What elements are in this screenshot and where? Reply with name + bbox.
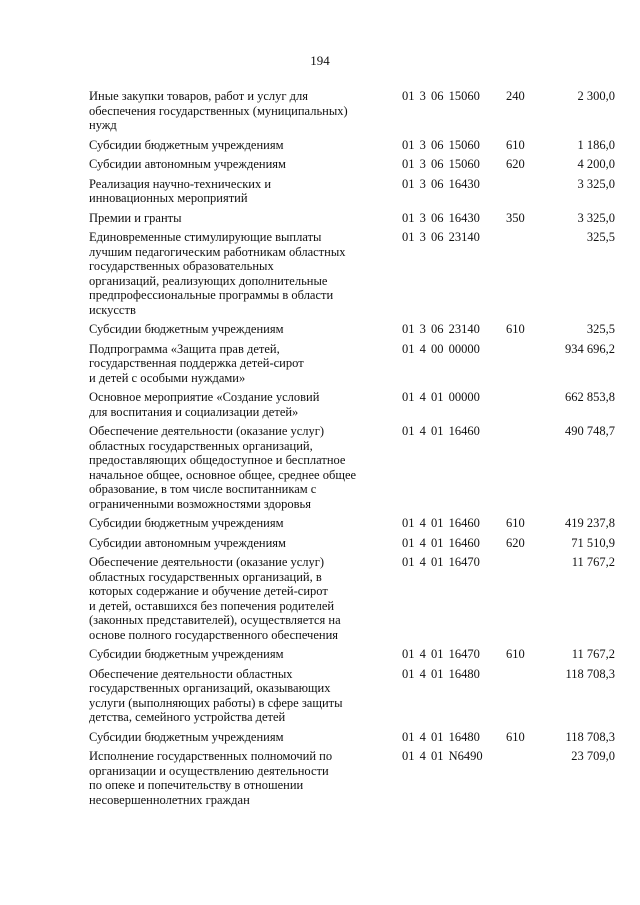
row-code: 01 3 06 15060: [402, 89, 480, 103]
budget-table: [89, 89, 615, 812]
row-name: Субсидии бюджетным учреждениям: [89, 137, 284, 152]
row-expense-type: 610: [506, 137, 525, 152]
row-amount: 662 853,8: [565, 390, 615, 404]
row-code: 01 4 01 16480: [402, 729, 480, 744]
table-row: [89, 211, 615, 226]
table-row: [89, 322, 615, 337]
table-row: [89, 749, 615, 807]
row-expense-type: 610: [506, 729, 525, 744]
table-row: [89, 516, 615, 531]
row-code: 01 4 00 00000: [402, 341, 480, 356]
table-row: [89, 177, 615, 206]
row-name: Обеспечение деятельности (оказание услуг) областных государственных организаций, предоставляющих общедоступное и бесплатное начальное общее, основное общее, среднее общее образование, в том числе воспитанникам с ограниченными возможностями здоровья: [89, 424, 357, 511]
row-code: 01 4 01 16470: [402, 647, 480, 661]
row-expense-type: 610: [506, 647, 525, 661]
row-amount: 419 237,8: [565, 516, 615, 530]
row-amount: 71 510,9: [571, 535, 615, 550]
row-amount: 3 325,0: [577, 210, 615, 225]
row-amount: 934 696,2: [565, 341, 615, 356]
row-code: 01 4 01 N6490: [402, 749, 483, 763]
table-row: [89, 555, 615, 642]
row-name: Основное мероприятие «Создание условий для воспитания и социализации детей»: [89, 390, 320, 419]
row-name: Исполнение государственных полномочий по организации и осуществлению деятельности по опеке и попечительству в отношении несовершеннолетних граждан: [89, 749, 333, 807]
row-amount: 11 767,2: [571, 647, 615, 661]
table-row: [89, 157, 615, 172]
row-expense-type: 610: [506, 516, 525, 530]
row-expense-type: 350: [506, 210, 525, 225]
row-expense-type: 620: [506, 157, 525, 171]
table-row: [89, 89, 615, 133]
row-name: Субсидии бюджетным учреждениям: [89, 729, 284, 744]
page-number: 194: [310, 53, 330, 68]
row-amount: 325,5: [586, 322, 615, 336]
table-row: [89, 342, 615, 386]
row-code: 01 4 01 16460: [402, 424, 480, 438]
table-row: [89, 138, 615, 153]
row-amount: 118 708,3: [565, 729, 615, 744]
table-row: [89, 230, 615, 317]
row-code: 01 3 06 23140: [402, 322, 480, 336]
row-name: Иные закупки товаров, работ и услуг для обеспечения государственных (муниципальных) нужд: [89, 89, 348, 132]
table-row: [89, 424, 615, 511]
row-code: 01 3 06 16430: [402, 176, 480, 191]
row-code: 01 4 01 16470: [402, 555, 480, 569]
row-amount: 490 748,7: [565, 424, 615, 438]
table-row: [89, 390, 615, 419]
row-name: Единовременные стимулирующие выплаты лучшим педагогическим работникам областных государственных образовательных организаций, реализующих дополнительные предпрофессиональные программы в области искусств: [89, 230, 346, 317]
row-amount: 4 200,0: [577, 157, 615, 171]
row-code: 01 3 06 15060: [402, 157, 480, 171]
row-name: Субсидии автономным учреждениям: [89, 535, 286, 550]
row-expense-type: 240: [506, 89, 525, 103]
row-name: Субсидии бюджетным учреждениям: [89, 322, 284, 336]
row-expense-type: 620: [506, 535, 525, 550]
row-amount: 325,5: [586, 230, 615, 244]
row-code: 01 3 06 15060: [402, 137, 480, 152]
row-amount: 1 186,0: [577, 137, 615, 152]
row-code: 01 3 06 16430: [402, 210, 480, 225]
table-row: [89, 536, 615, 551]
table-row: [89, 647, 615, 662]
row-code: 01 4 01 16460: [402, 516, 480, 530]
row-code: 01 4 01 00000: [402, 390, 480, 404]
row-name: Обеспечение деятельности (оказание услуг) областных государственных организаций, в которых содержание и обучение детей-сирот и детей, оставшихся без попечения родителей (законных представителей), осуществляется на основе полного государственного обеспечения: [89, 555, 341, 642]
row-name: Реализация научно-технических и инновационных мероприятий: [89, 176, 272, 205]
row-code: 01 4 01 16460: [402, 535, 480, 550]
row-name: Обеспечение деятельности областных государственных организаций, оказывающих услуги (выполняющих работы) в сфере защиты детства, семейного устройства детей: [89, 666, 343, 724]
row-amount: 3 325,0: [577, 176, 615, 191]
row-amount: 2 300,0: [577, 89, 615, 103]
row-amount: 118 708,3: [565, 666, 615, 681]
row-name: Субсидии автономным учреждениям: [89, 157, 286, 171]
row-name: Подпрограмма «Защита прав детей, государственная поддержка детей-сирот и детей с особыми нуждами»: [89, 341, 304, 385]
row-code: 01 4 01 16480: [402, 666, 480, 681]
row-name: Субсидии бюджетным учреждениям: [89, 516, 284, 530]
row-amount: 23 709,0: [571, 749, 615, 763]
row-expense-type: 610: [506, 322, 525, 336]
row-name: Субсидии бюджетным учреждениям: [89, 647, 284, 661]
table-row: [89, 667, 615, 725]
row-code: 01 3 06 23140: [402, 230, 480, 244]
row-amount: 11 767,2: [571, 555, 615, 569]
row-name: Премии и гранты: [89, 210, 182, 225]
table-row: [89, 730, 615, 745]
